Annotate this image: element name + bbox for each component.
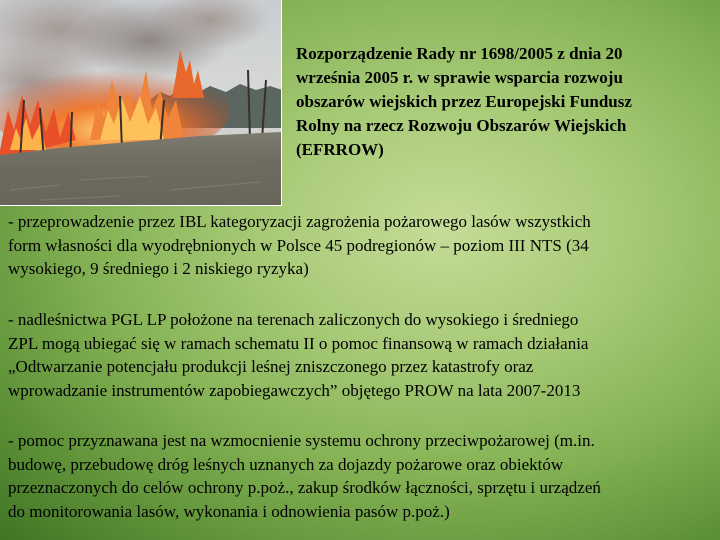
slide-title: Rozporządzenie Rady nr 1698/2005 z dnia 20 września 2005 r. w sprawie wsparcia rozwoju obszarów wiejskich przez Europejski Fundusz Rolny na rzecz Rozwoju Obszarów Wiejskich (EFRROW) (296, 44, 632, 159)
paragraph-categorization: - przeprowadzenie przez IBL kategoryzacji zagrożenia pożarowego lasów wszystkich form własności dla wyodrębnionych w Polsce 45 podregionów – poziom III NTS (34 wysokiego, 9 średniego i 2 niskiego ryzyka) (8, 212, 591, 278)
forest-fire-photo (0, 0, 282, 206)
paragraph-assistance: - pomoc przyznawana jest na wzmocnienie systemu ochrony przeciwpożarowej (m.in. budowę, przebudowę dróg leśnych uznanych za dojazdy pożarowe oraz obiektów przeznaczonych do celów ochrony p.poż., zakup środków łączności, sprzętu i urządzeń do monitorowania lasów, wykonania i odnowienia pasów p.poż.) (8, 431, 601, 521)
paragraph-forest-districts: - nadleśnictwa PGL LP położone na terenach zaliczonych do wysokiego i średniego ZPL mogą ubiegać się w ramach schematu II o pomoc finansową w ramach działania „Odtwarzanie potencjału produkcji leśnej zniszczonego przez katastrofy oraz wprowadzanie instrumentów zapobiegawczych” objętego PROW na lata 2007-2013 (8, 310, 589, 400)
